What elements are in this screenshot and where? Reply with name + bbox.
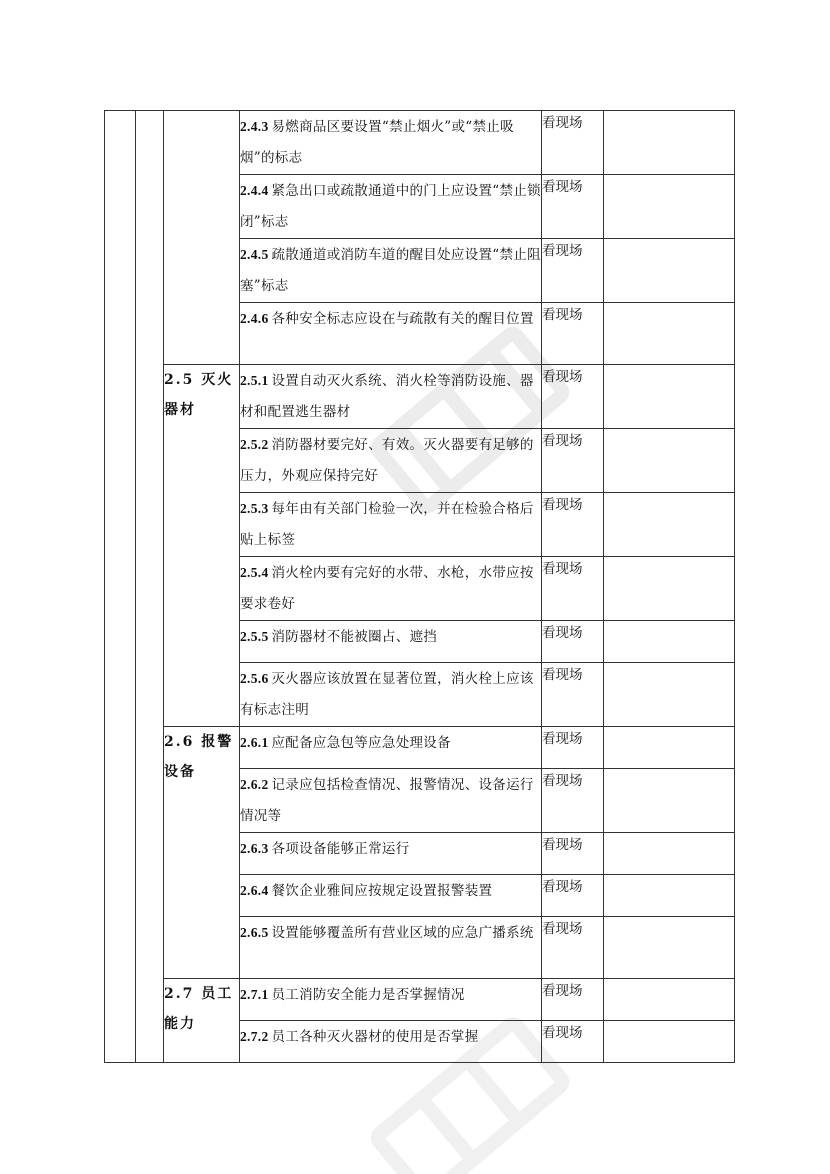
item-code: 2.5.1 <box>240 373 269 388</box>
item-code: 2.6.4 <box>240 883 269 898</box>
check-method-cell: 看现场 <box>542 833 604 875</box>
item-cell <box>240 833 542 875</box>
remark-cell <box>604 875 735 917</box>
item-cell <box>240 769 542 833</box>
item-code: 2.5.5 <box>240 629 269 644</box>
item-code: 2.4.3 <box>240 119 269 134</box>
table-body <box>105 111 735 1063</box>
category-cell <box>164 111 240 365</box>
sub-column-cell <box>136 111 164 1063</box>
remark-cell <box>604 557 735 621</box>
item-code: 2.5.6 <box>240 671 269 686</box>
table-row <box>105 979 735 1021</box>
item-text: 设置自动灭火系统、消火栓等消防设施、器材和配置逃生器材 <box>240 373 534 420</box>
check-method-cell: 看现场 <box>542 1021 604 1063</box>
item-cell <box>240 429 542 493</box>
remark-cell <box>604 621 735 663</box>
category-cell: 2.7 员工能力 <box>164 979 240 1063</box>
remark-cell <box>604 979 735 1021</box>
check-method-cell: 看现场 <box>542 875 604 917</box>
item-text: 消火栓内要有完好的水带、水枪，水带应按要求卷好 <box>240 565 534 612</box>
item-text: 紧急出口或疏散通道中的门上应设置“禁止锁闭”标志 <box>240 183 541 230</box>
item-text: 员工各种灭火器材的使用是否掌握 <box>271 1029 479 1045</box>
item-code: 2.6.3 <box>240 841 269 856</box>
item-cell <box>240 557 542 621</box>
item-text: 员工消防安全能力是否掌握情况 <box>271 987 465 1003</box>
check-method-cell: 看现场 <box>542 621 604 663</box>
item-cell <box>240 1021 542 1063</box>
item-cell <box>240 875 542 917</box>
item-code: 2.5.4 <box>240 565 269 580</box>
check-method-cell: 看现场 <box>542 493 604 557</box>
item-cell <box>240 239 542 303</box>
remark-cell <box>604 833 735 875</box>
check-method-cell: 看现场 <box>542 979 604 1021</box>
item-cell <box>240 621 542 663</box>
item-cell <box>240 175 542 239</box>
item-cell <box>240 979 542 1021</box>
item-text: 设置能够覆盖所有营业区域的应急广播系统 <box>271 925 534 941</box>
item-cell <box>240 727 542 769</box>
item-cell <box>240 493 542 557</box>
table-row <box>105 111 735 175</box>
item-code: 2.6.1 <box>240 735 269 750</box>
remark-cell <box>604 303 735 365</box>
category-cell: 2.6 报警设备 <box>164 727 240 979</box>
item-cell <box>240 111 542 175</box>
item-code: 2.4.4 <box>240 183 269 198</box>
inspection-table <box>104 110 735 1063</box>
item-text: 每年由有关部门检验一次，并在检验合格后贴上标签 <box>240 501 534 548</box>
item-cell <box>240 917 542 979</box>
item-text: 易燃商品区要设置“禁止烟火”或“禁止吸烟”的标志 <box>240 119 514 166</box>
remark-cell <box>604 769 735 833</box>
check-method-cell: 看现场 <box>542 365 604 429</box>
item-text: 各项设备能够正常运行 <box>271 841 410 857</box>
check-method-cell: 看现场 <box>542 557 604 621</box>
remark-cell <box>604 493 735 557</box>
item-text: 各种安全标志应设在与疏散有关的醒目位置 <box>271 311 534 327</box>
remark-cell <box>604 175 735 239</box>
remark-cell <box>604 111 735 175</box>
item-code: 2.7.2 <box>240 1029 269 1044</box>
item-code: 2.4.5 <box>240 247 269 262</box>
check-method-cell: 看现场 <box>542 727 604 769</box>
category-cell: 2.5 灭火器材 <box>164 365 240 727</box>
check-method-cell: 看现场 <box>542 917 604 979</box>
remark-cell <box>604 1021 735 1063</box>
item-text: 疏散通道或消防车道的醒目处应设置“禁止阻塞”标志 <box>240 247 541 294</box>
check-method-cell: 看现场 <box>542 429 604 493</box>
item-text: 灭火器应该放置在显著位置，消火栓上应该有标志注明 <box>240 671 534 718</box>
item-cell <box>240 663 542 727</box>
table-row <box>105 365 735 429</box>
remark-cell <box>604 429 735 493</box>
item-text: 消防器材要完好、有效。灭火器要有足够的压力，外观应保持完好 <box>240 437 534 484</box>
check-method-cell: 看现场 <box>542 769 604 833</box>
check-method-cell: 看现场 <box>542 239 604 303</box>
item-cell <box>240 365 542 429</box>
index-column-cell <box>105 111 136 1063</box>
check-method-cell: 看现场 <box>542 175 604 239</box>
item-code: 2.7.1 <box>240 987 269 1002</box>
item-code: 2.5.2 <box>240 437 269 452</box>
item-text: 记录应包括检查情况、报警情况、设备运行情况等 <box>240 777 534 824</box>
item-text: 消防器材不能被圈占、遮挡 <box>271 629 438 645</box>
remark-cell <box>604 727 735 769</box>
item-code: 2.6.2 <box>240 777 269 792</box>
check-method-cell: 看现场 <box>542 663 604 727</box>
remark-cell <box>604 917 735 979</box>
remark-cell <box>604 365 735 429</box>
item-text: 应配备应急包等应急处理设备 <box>271 735 451 751</box>
remark-cell <box>604 239 735 303</box>
item-code: 2.4.6 <box>240 311 269 326</box>
item-text: 餐饮企业雅间应按规定设置报警装置 <box>271 883 493 899</box>
item-code: 2.6.5 <box>240 925 269 940</box>
remark-cell <box>604 663 735 727</box>
check-method-cell: 看现场 <box>542 111 604 175</box>
item-cell <box>240 303 542 365</box>
check-method-cell: 看现场 <box>542 303 604 365</box>
item-code: 2.5.3 <box>240 501 269 516</box>
table-row <box>105 727 735 769</box>
